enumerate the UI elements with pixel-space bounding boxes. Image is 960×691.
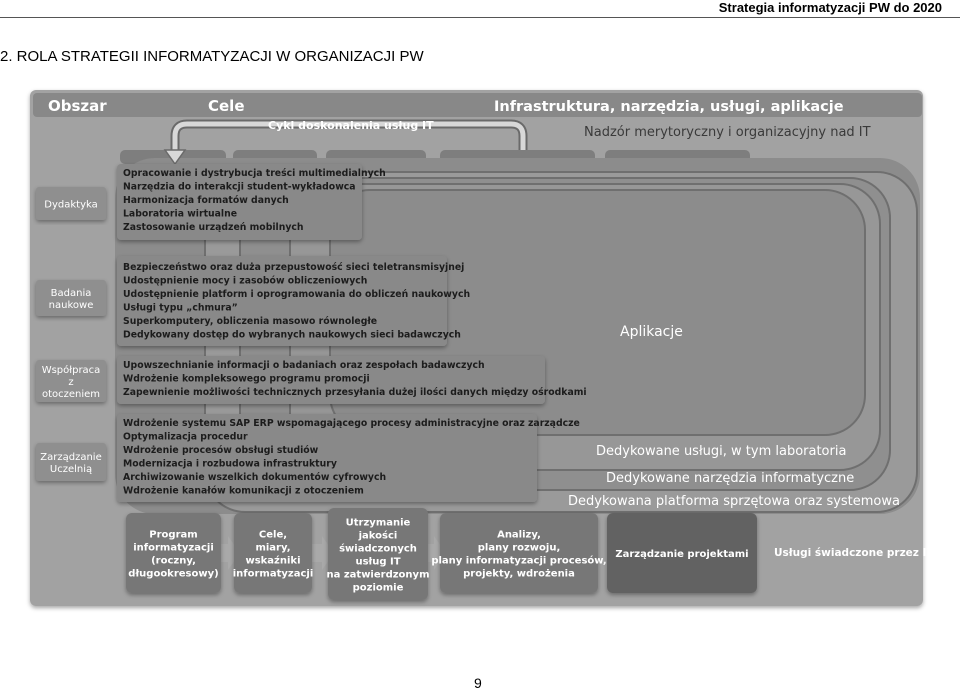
goal-item: Modernizacja i rozbudowa infrastruktury: [123, 458, 337, 470]
process-step-text: informatyzacji: [232, 568, 314, 580]
process-step-text: na zatwierdzonym: [326, 569, 430, 581]
goal-item: Opracowanie i dystrybucja treści multimedialnych: [123, 168, 386, 179]
goal-item: Superkomputery, obliczenia masowo równoległe: [123, 316, 378, 327]
goal-item: Optymalizacja procedur: [123, 431, 248, 443]
top-bar-obszar: Obszar: [48, 97, 107, 115]
process-step-text: informatyzacji: [133, 542, 214, 554]
document-header: Strategia informatyzacji PW do 2020: [718, 0, 942, 15]
goal-item: Harmonizacja formatów danych: [123, 195, 289, 206]
goal-item: Zapewnienie możliwości technicznych przesyłania dużej ilości danych między ośrodkami: [123, 387, 587, 398]
area-label: Dydaktyka: [44, 199, 98, 211]
process-step-text: usług IT: [355, 556, 401, 568]
process-step-text: poziomie: [352, 582, 404, 594]
applications-label: Aplikacje: [620, 324, 683, 340]
process-row: [126, 508, 757, 600]
process-step-text: Analizy,: [497, 529, 541, 541]
tools-label: Dedykowane narzędzia informatyczne: [606, 471, 855, 486]
cycle-label: Cykl doskonalenia usług IT: [268, 119, 434, 132]
goal-item: Bezpieczeństwo oraz duża przepustowość sieci teletransmisyjnej: [123, 262, 465, 273]
goal-item: Wdrożenie systemu SAP ERP wspomagającego procesy administracyjne oraz zarządcze: [123, 418, 580, 429]
supervision-label: Nadzór merytoryczny i organizacyjny nad IT: [584, 125, 871, 140]
goal-item: Narzędzia do interakcji student-wykładowca: [123, 181, 356, 193]
process-step-text: jakości: [358, 530, 398, 542]
area-label: Współpraca: [41, 365, 101, 376]
process-step-text: świadczonych: [339, 543, 417, 555]
services-label: Dedykowane usługi, w tym laboratoria: [596, 444, 847, 459]
process-step-text: (roczny,: [151, 555, 196, 567]
goal-item: Wdrożenie procesów obsługi studiów: [123, 445, 319, 456]
goal-item: Laboratoria wirtualne: [123, 208, 238, 220]
goal-item: Usługi typu „chmura”: [123, 302, 238, 314]
area-label: Zarządzanie: [40, 452, 102, 463]
goal-item: Udostępnienie mocy i zasobów obliczeniowych: [123, 275, 368, 287]
goal-item: Wdrożenie kanałów komunikacji z otoczeniem: [123, 485, 364, 497]
process-step-text: projekty, wdrożenia: [463, 568, 575, 580]
process-step-text: długookresowy): [128, 568, 219, 580]
external-services-label: Usługi świadczone przez IT: [774, 547, 934, 559]
top-bar-infrastructure: Infrastruktura, narzędzia, usługi, aplikacje: [494, 99, 844, 115]
process-step-text: Cele,: [258, 529, 288, 541]
goal-item: Zastosowanie urządzeń mobilnych: [123, 222, 304, 233]
platform-label: Dedykowana platforma sprzętowa oraz systemowa: [568, 494, 900, 509]
process-step-text: Zarządzanie projektami: [615, 549, 749, 560]
section-title: 2. ROLA STRATEGII INFORMATYZACJI W ORGANIZACJI PW: [0, 48, 424, 65]
area-label: z: [68, 377, 74, 388]
process-step-text: plany informatyzacji procesów,: [431, 555, 607, 567]
process-step-text: miary,: [255, 542, 291, 554]
goal-item: Dedykowany dostęp do wybranych naukowych sieci badawczych: [123, 329, 461, 341]
top-bar-cele: Cele: [208, 97, 245, 115]
area-label: Badania: [50, 288, 92, 299]
process-step-text: Utrzymanie: [345, 517, 411, 529]
area-label: otoczeniem: [41, 389, 101, 400]
goal-item: Udostępnienie platform i oprogramowania do obliczeń naukowych: [123, 289, 471, 300]
goal-item: Wdrożenie kompleksowego programu promocji: [123, 373, 370, 385]
goal-item: Upowszechnianie informacji o badaniach oraz zespołach badawczych: [123, 360, 485, 371]
goal-item: Archiwizowanie wszelkich dokumentów cyfrowych: [123, 472, 387, 483]
process-step-text: wskaźniki: [245, 555, 301, 567]
process-step-text: Program: [149, 529, 198, 541]
page-number: 9: [474, 675, 482, 691]
area-label: Uczelnią: [49, 464, 93, 475]
process-step-text: plany rozwoju,: [477, 542, 561, 554]
area-label: naukowe: [48, 300, 94, 311]
